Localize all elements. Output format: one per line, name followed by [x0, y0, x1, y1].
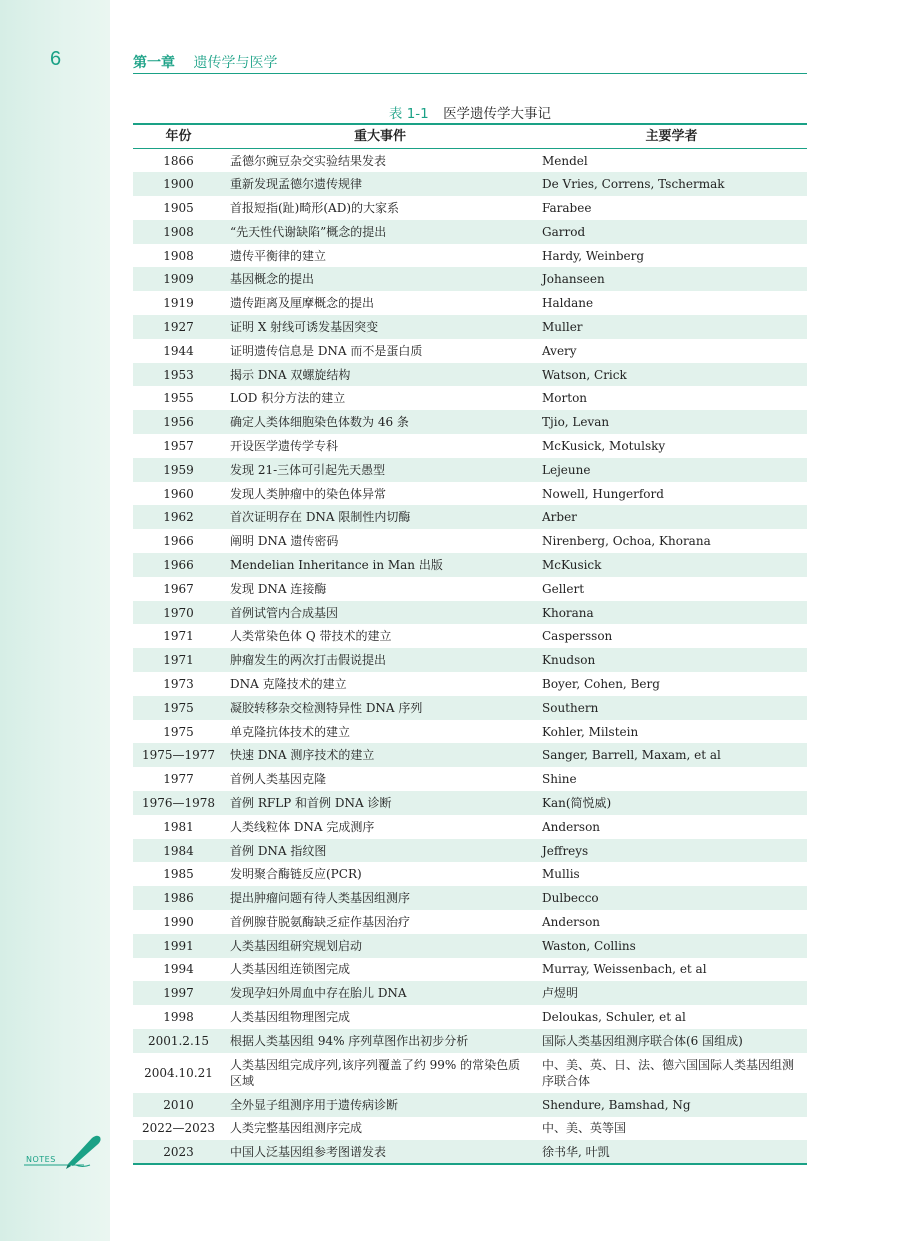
cell-year: 1981 — [163, 819, 194, 834]
table-row — [133, 1029, 807, 1053]
cell-year: 1905 — [163, 200, 194, 215]
cell-year: 1909 — [163, 272, 194, 287]
cell-scholars: Nowell, Hungerford — [542, 486, 664, 501]
cell-event: 发现 DNA 连接酶 — [230, 581, 327, 596]
table-row — [133, 910, 807, 934]
table-row — [133, 886, 807, 910]
cell-scholars: Waston, Collins — [542, 938, 636, 953]
cell-scholars: Jeffreys — [542, 843, 589, 858]
cell-scholars: Muller — [542, 319, 583, 334]
header-event: 重大事件 — [224, 124, 536, 149]
cell-year: 2022—2023 — [141, 1121, 216, 1136]
cell-event: 证明遗传信息是 DNA 而不是蛋白质 — [230, 343, 423, 358]
table-row — [133, 339, 807, 363]
cell-event: 基因概念的提出 — [230, 272, 315, 287]
cell-event: 全外显子组测序用于遗传病诊断 — [230, 1097, 399, 1112]
chapter-label: 第一章 — [133, 55, 175, 71]
cell-scholars: Tjio, Levan — [542, 415, 610, 430]
cell-year: 1985 — [163, 867, 194, 882]
cell-year: 1908 — [163, 224, 194, 239]
cell-event: 发现 21-三体可引起先天愚型 — [230, 462, 386, 477]
cell-event: 首例腺苷脱氨酶缺乏症作基因治疗 — [230, 914, 411, 929]
table-row — [133, 410, 807, 434]
table-row — [133, 1117, 807, 1141]
table-row — [133, 1093, 807, 1117]
cell-scholars: Caspersson — [542, 629, 613, 644]
cell-scholars: 卢煜明 — [542, 986, 579, 1001]
cell-event: 发明聚合酶链反应(PCR) — [230, 867, 362, 882]
table-row — [133, 505, 807, 529]
cell-scholars: Nirenberg, Ochoa, Khorana — [542, 534, 711, 549]
cell-scholars: Garrod — [542, 224, 586, 239]
table-row — [133, 981, 807, 1005]
cell-scholars: Arber — [542, 510, 577, 525]
table-number: 表 1-1 — [388, 106, 429, 122]
table-row — [133, 767, 807, 791]
cell-year: 1994 — [163, 962, 194, 977]
cell-event: 首次证明存在 DNA 限制性内切酶 — [230, 510, 411, 525]
cell-scholars: Deloukas, Schuler, et al — [542, 1010, 686, 1025]
cell-scholars: Morton — [542, 391, 588, 406]
cell-year: 1959 — [163, 462, 194, 477]
table-row — [133, 743, 807, 767]
cell-year: 1971 — [163, 629, 194, 644]
cell-scholars: Murray, Weissenbach, et al — [542, 962, 707, 977]
cell-scholars: Knudson — [542, 653, 596, 668]
cell-year: 2023 — [163, 1144, 194, 1159]
cell-year: 1919 — [163, 296, 194, 311]
table-row — [133, 958, 807, 982]
cell-year: 1986 — [163, 891, 194, 906]
cell-scholars: Kohler, Milstein — [542, 724, 639, 739]
table-row — [133, 220, 807, 244]
table-title: 医学遗传学大事记 — [443, 106, 552, 122]
cell-scholars: Shendure, Bamshad, Ng — [542, 1097, 691, 1112]
chapter-header — [133, 52, 277, 72]
cell-event: 首例 DNA 指纹图 — [230, 843, 327, 858]
cell-event: 人类完整基因组测序完成 — [230, 1121, 363, 1136]
cell-event: 凝胶转移杂交检测特异性 DNA 序列 — [230, 700, 423, 715]
cell-event: 单克隆抗体技术的建立 — [230, 724, 351, 739]
cell-year: 1927 — [163, 319, 194, 334]
cell-year: 2004.10.21 — [144, 1065, 213, 1080]
cell-year: 1944 — [163, 343, 194, 358]
cell-scholars: Mendel — [542, 153, 588, 168]
cell-scholars: Khorana — [542, 605, 594, 620]
pen-icon — [24, 1132, 104, 1172]
cell-year: 1966 — [163, 557, 194, 572]
table-row — [133, 244, 807, 268]
cell-scholars: Mullis — [542, 867, 580, 882]
table-row — [133, 1053, 807, 1093]
cell-event: 人类基因组物理图完成 — [230, 1010, 351, 1025]
cell-event: 首例试管内合成基因 — [230, 605, 339, 620]
cell-event: 人类常染色体 Q 带技术的建立 — [230, 629, 392, 644]
cell-event: 发现人类肿瘤中的染色体异常 — [230, 486, 387, 501]
cell-scholars: 中、美、英等国 — [542, 1121, 627, 1136]
cell-event: 人类基因组连锁图完成 — [230, 962, 351, 977]
table-row — [133, 458, 807, 482]
cell-event: 首例 RFLP 和首例 DNA 诊断 — [230, 795, 392, 810]
cell-year: 1970 — [163, 605, 194, 620]
cell-scholars: Kan(简悦威) — [542, 795, 612, 810]
cell-scholars: McKusick — [542, 557, 602, 572]
table-row — [133, 601, 807, 625]
cell-year: 1991 — [163, 938, 194, 953]
cell-event: 发现孕妇外周血中存在胎儿 DNA — [230, 986, 407, 1001]
cell-event: “先天性代谢缺陷”概念的提出 — [230, 224, 387, 239]
cell-event: 证明 X 射线可诱发基因突变 — [230, 319, 379, 334]
table-row — [133, 672, 807, 696]
table-row — [133, 862, 807, 886]
table-row — [133, 839, 807, 863]
margin-band — [0, 0, 110, 1241]
cell-event: 人类基因组完成序列,该序列覆盖了约 99% 的常染色质区域 — [230, 1057, 521, 1088]
events-table — [133, 123, 807, 1165]
notes-label: NOTES — [26, 1155, 56, 1164]
cell-scholars: Haldane — [542, 296, 594, 311]
cell-year: 1955 — [163, 391, 194, 406]
table-row — [133, 196, 807, 220]
table-row — [133, 624, 807, 648]
cell-event: 开设医学遗传学专科 — [230, 438, 339, 453]
cell-year: 1990 — [163, 914, 194, 929]
cell-year: 2001.2.15 — [147, 1033, 210, 1048]
cell-scholars: Lejeune — [542, 462, 591, 477]
cell-event: 阐明 DNA 遗传密码 — [230, 534, 339, 549]
cell-scholars: Shine — [542, 772, 577, 787]
cell-event: LOD 积分方法的建立 — [230, 391, 346, 406]
table-row — [133, 934, 807, 958]
cell-year: 1967 — [163, 581, 194, 596]
cell-event: 确定人类体细胞染色体数为 46 条 — [230, 415, 409, 430]
cell-scholars: Gellert — [542, 581, 585, 596]
cell-year: 1966 — [163, 534, 194, 549]
cell-event: 中国人泛基因组参考图谱发表 — [230, 1144, 387, 1159]
cell-event: 首例人类基因克隆 — [230, 772, 327, 787]
table-caption — [133, 102, 807, 122]
table-row — [133, 291, 807, 315]
cell-year: 1975 — [163, 724, 194, 739]
cell-scholars: Hardy, Weinberg — [542, 248, 645, 263]
table-body — [133, 149, 807, 1165]
cell-scholars: Anderson — [542, 914, 601, 929]
cell-year: 1998 — [163, 1010, 194, 1025]
table-row — [133, 577, 807, 601]
cell-year: 1962 — [163, 510, 194, 525]
cell-event: DNA 克隆技术的建立 — [230, 676, 347, 691]
table-row — [133, 648, 807, 672]
cell-year: 1953 — [163, 367, 194, 382]
table-row — [133, 434, 807, 458]
cell-scholars: 中、美、英、日、法、德六国国际人类基因组测序联合体 — [542, 1057, 795, 1088]
cell-event: 揭示 DNA 双螺旋结构 — [230, 367, 351, 382]
table-row — [133, 815, 807, 839]
cell-year: 1984 — [163, 843, 194, 858]
cell-year: 2010 — [163, 1097, 194, 1112]
cell-scholars: Anderson — [542, 819, 601, 834]
table-row — [133, 149, 807, 173]
cell-event: Mendelian Inheritance in Man 出版 — [230, 557, 443, 572]
cell-scholars: Watson, Crick — [542, 367, 627, 382]
cell-year: 1971 — [163, 653, 194, 668]
cell-event: 提出肿瘤问题有待人类基因组测序 — [230, 891, 411, 906]
table-row — [133, 553, 807, 577]
table-row — [133, 363, 807, 387]
cell-scholars: Boyer, Cohen, Berg — [542, 676, 660, 691]
cell-scholars: Farabee — [542, 200, 592, 215]
cell-scholars: De Vries, Correns, Tschermak — [542, 177, 725, 192]
header-scholars: 主要学者 — [536, 124, 807, 149]
cell-event: 孟德尔豌豆杂交实验结果发表 — [230, 153, 387, 168]
table-row — [133, 1005, 807, 1029]
cell-year: 1866 — [163, 153, 194, 168]
cell-year: 1977 — [163, 772, 194, 787]
cell-year: 1956 — [163, 415, 194, 430]
cell-year: 1975—1977 — [141, 748, 216, 763]
cell-scholars: McKusick, Motulsky — [542, 438, 666, 453]
table-row — [133, 720, 807, 744]
cell-scholars: 徐书华, 叶凯 — [542, 1144, 610, 1159]
table-row — [133, 386, 807, 410]
cell-year: 1960 — [163, 486, 194, 501]
cell-year: 1973 — [163, 676, 194, 691]
table-row — [133, 315, 807, 339]
cell-scholars: Dulbecco — [542, 891, 599, 906]
cell-event: 肿瘤发生的两次打击假说提出 — [230, 653, 387, 668]
cell-event: 遗传平衡律的建立 — [230, 248, 327, 263]
table-row — [133, 172, 807, 196]
cell-year: 1975 — [163, 700, 194, 715]
table-row — [133, 267, 807, 291]
cell-scholars: Avery — [542, 343, 577, 358]
header-year: 年份 — [133, 124, 224, 149]
table-row — [133, 529, 807, 553]
cell-year: 1908 — [163, 248, 194, 263]
table-header-row — [133, 124, 807, 149]
chapter-title: 遗传学与医学 — [193, 55, 278, 71]
cell-event: 根据人类基因组 94% 序列草图作出初步分析 — [230, 1033, 469, 1048]
cell-year: 1900 — [163, 177, 194, 192]
cell-scholars: Southern — [542, 700, 599, 715]
table-row — [133, 791, 807, 815]
header-rule — [133, 73, 807, 74]
cell-event: 人类基因组研究规划启动 — [230, 938, 363, 953]
table-row — [133, 482, 807, 506]
cell-event: 首报短指(趾)畸形(AD)的大家系 — [230, 200, 400, 215]
table-row — [133, 696, 807, 720]
cell-event: 快速 DNA 测序技术的建立 — [230, 748, 375, 763]
cell-event: 人类线粒体 DNA 完成测序 — [230, 819, 375, 834]
cell-year: 1997 — [163, 986, 194, 1001]
cell-event: 遗传距离及厘摩概念的提出 — [230, 296, 375, 311]
cell-scholars: Johanseen — [542, 272, 605, 287]
notes-badge — [24, 1132, 104, 1172]
cell-year: 1976—1978 — [141, 795, 216, 810]
cell-year: 1957 — [163, 438, 194, 453]
table-row — [133, 1140, 807, 1164]
cell-scholars: 国际人类基因组测序联合体(6 国组成) — [542, 1033, 743, 1048]
page-number: 6 — [50, 48, 62, 70]
cell-scholars: Sanger, Barrell, Maxam, et al — [542, 748, 721, 763]
cell-event: 重新发现孟德尔遗传规律 — [230, 177, 363, 192]
